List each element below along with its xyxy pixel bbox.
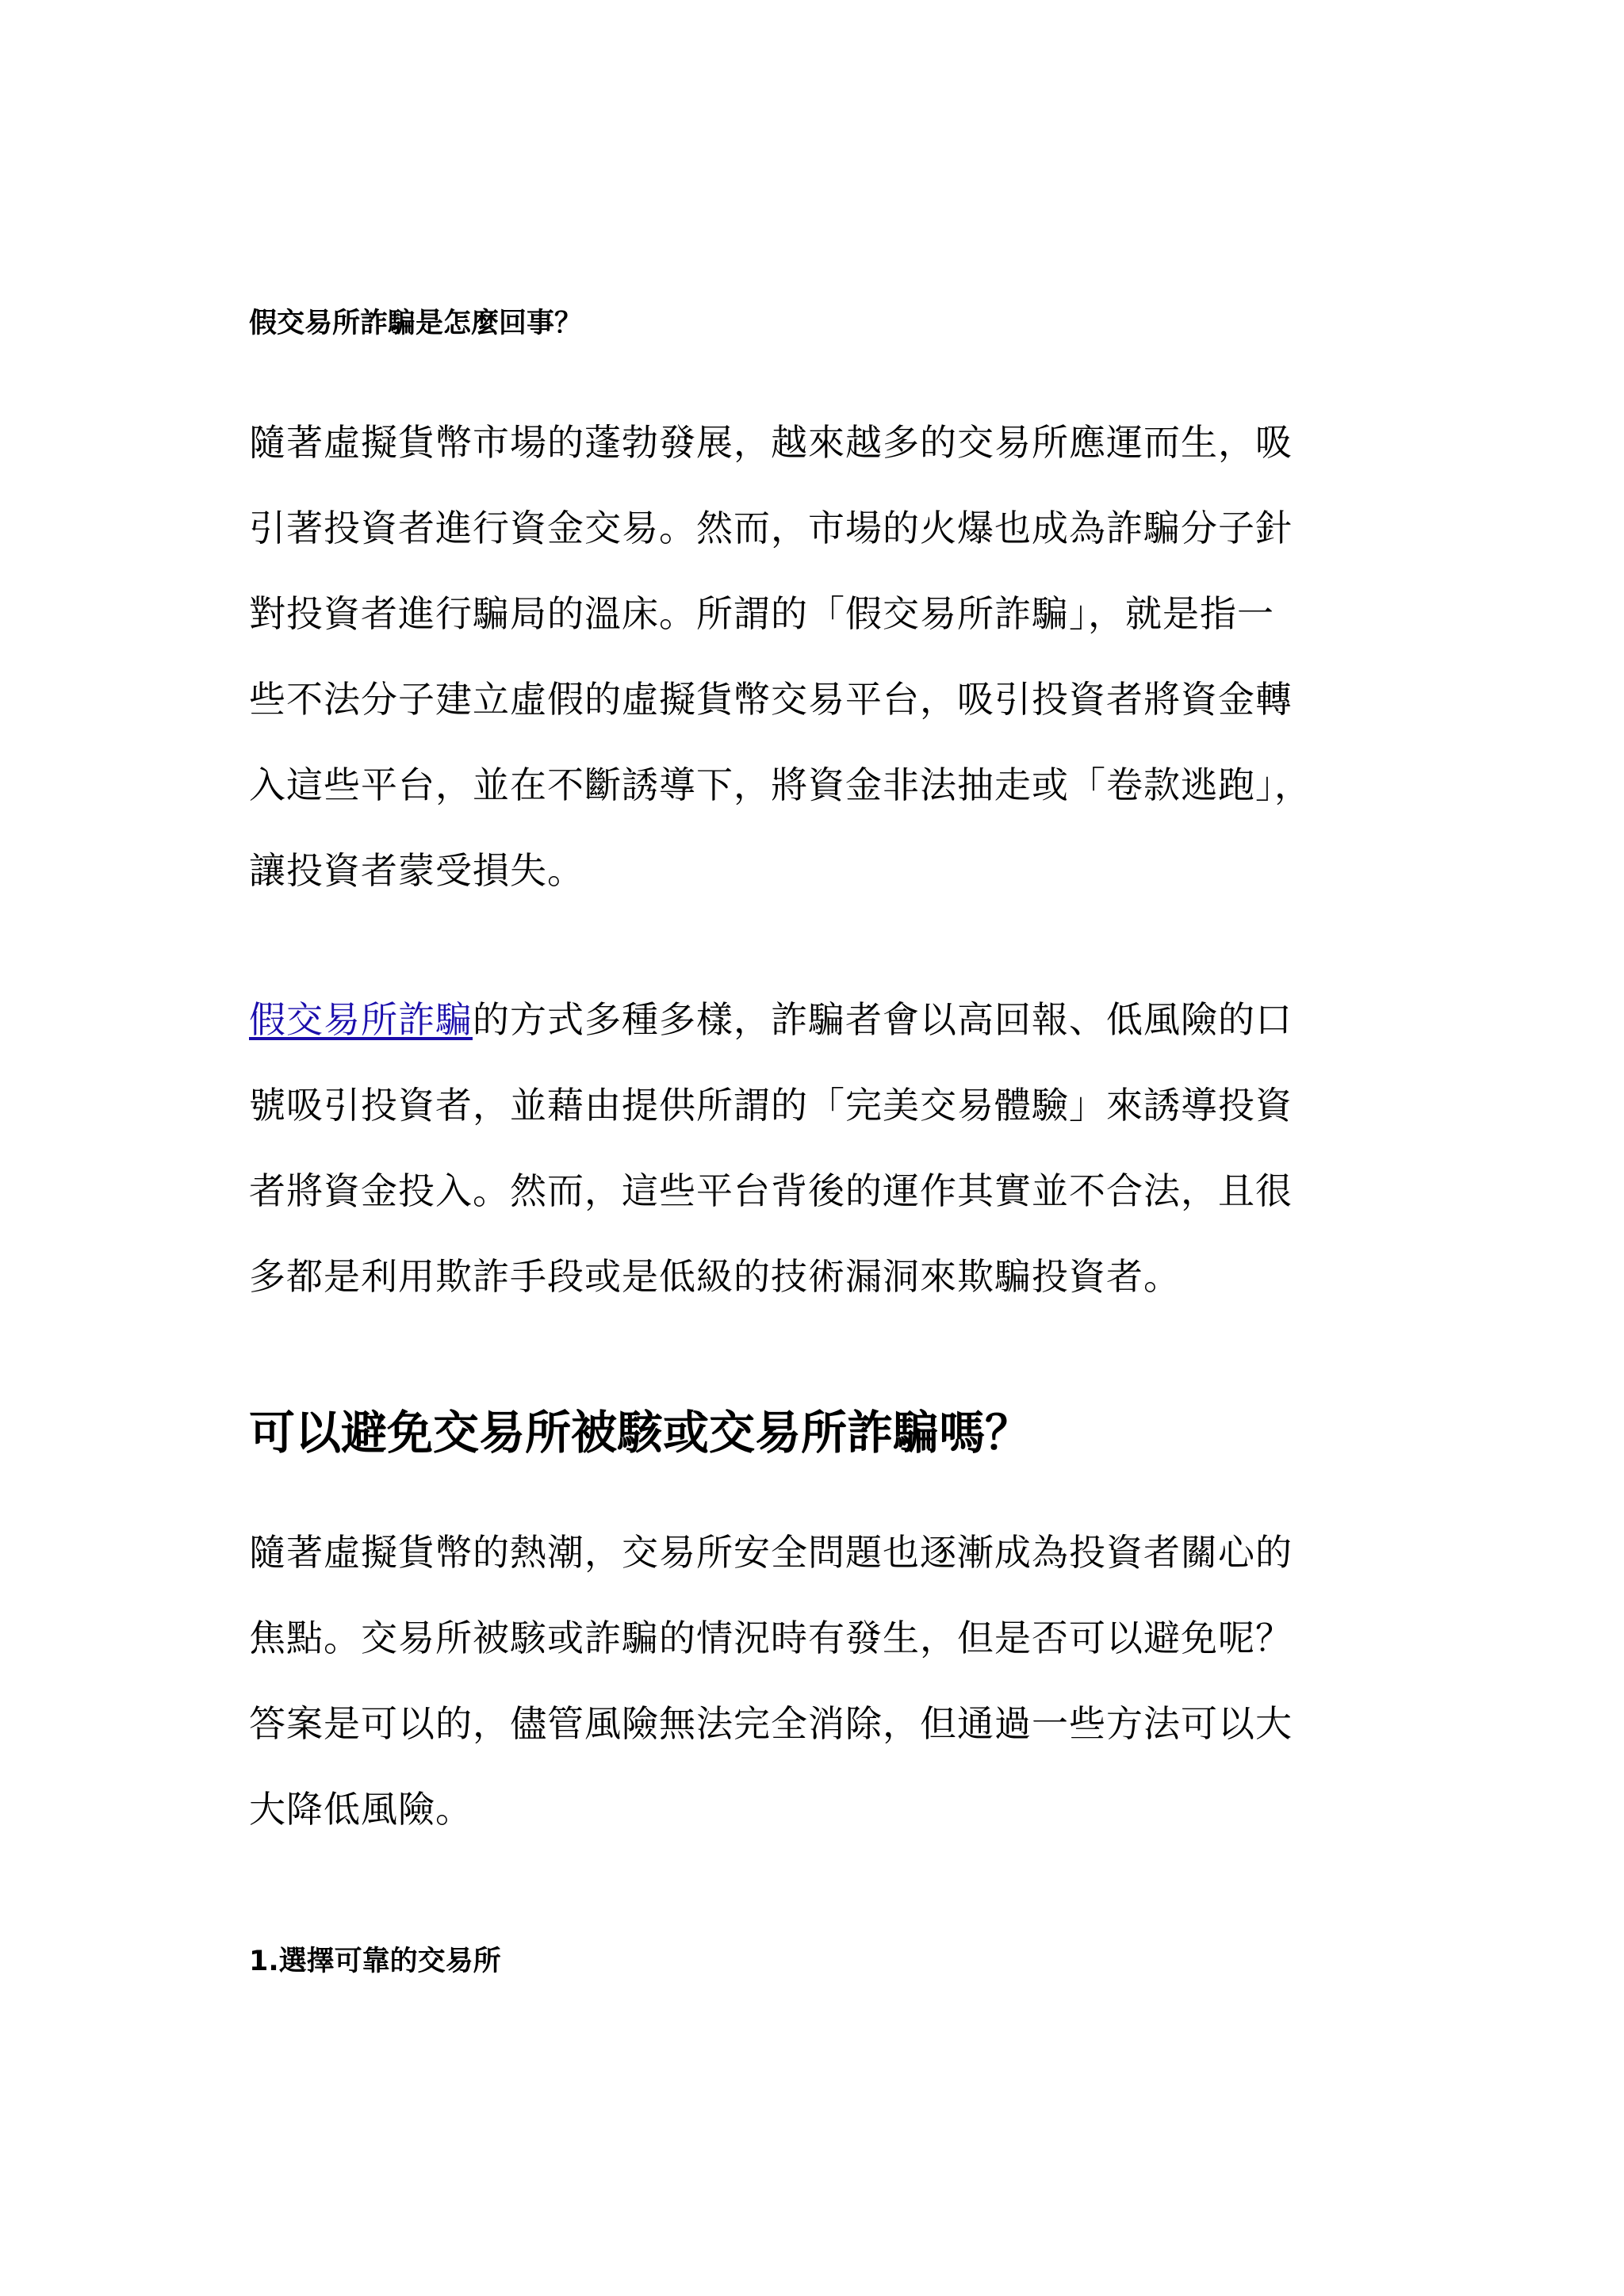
paragraph-line: 讓投資者蒙受損失。 xyxy=(249,849,584,892)
paragraph-line: 多都是利用欺詐手段或是低級的技術漏洞來欺騙投資者。 xyxy=(249,1255,1181,1298)
paragraph-line: 入這些平台，並在不斷誘導下，將資金非法抽走或「卷款逃跑」， xyxy=(249,763,1312,806)
paragraph-line: 隨著虛擬貨幣市場的蓬勃發展，越來越多的交易所應運而生，吸 xyxy=(249,421,1293,464)
paragraph-methods xyxy=(249,977,1293,1319)
subheading-choose-reliable-exchange: 1.選擇可靠的交易所 xyxy=(249,1946,501,1977)
paragraph-line: 號吸引投資者，並藉由提供所謂的「完美交易體驗」來誘導投資 xyxy=(249,1084,1293,1127)
paragraph-line: 大降低風險。 xyxy=(249,1788,473,1831)
section-heading-fake-exchange-scam: 假交易所詐騙是怎麼回事？ xyxy=(249,308,583,339)
paragraph-line: 引著投資者進行資金交易。然而，市場的火爆也成為詐騙分子針 xyxy=(249,507,1293,549)
paragraph-line: 焦點。交易所被駭或詐騙的情況時有發生，但是否可以避免呢？ xyxy=(249,1617,1293,1659)
paragraph-line: 隨著虛擬貨幣的熱潮，交易所安全問題也逐漸成為投資者關心的 xyxy=(249,1531,1293,1574)
paragraph-line: 些不法分子建立虛假的虛擬貨幣交易平台，吸引投資者將資金轉 xyxy=(249,678,1293,721)
paragraph-line-rest: 的方式多種多樣，詐騙者會以高回報、低風險的口 xyxy=(473,998,1293,1041)
paragraph-line: 答案是可以的，儘管風險無法完全消除，但通過一些方法可以大 xyxy=(249,1702,1293,1745)
paragraph-line xyxy=(249,977,1293,1062)
section-heading-avoid-hack-or-scam: 可以避免交易所被駭或交易所詐騙嗎？ xyxy=(249,1406,1032,1460)
paragraph-line: 者將資金投入。然而，這些平台背後的運作其實並不合法，且很 xyxy=(249,1169,1293,1212)
paragraph-intro xyxy=(249,400,1312,913)
paragraph-line: 對投資者進行騙局的溫床。所謂的「假交易所詐騙」，就是指一 xyxy=(249,592,1274,635)
paragraph-security xyxy=(249,1510,1293,1852)
fake-exchange-scam-link[interactable]: 假交易所詐騙 xyxy=(249,998,473,1041)
